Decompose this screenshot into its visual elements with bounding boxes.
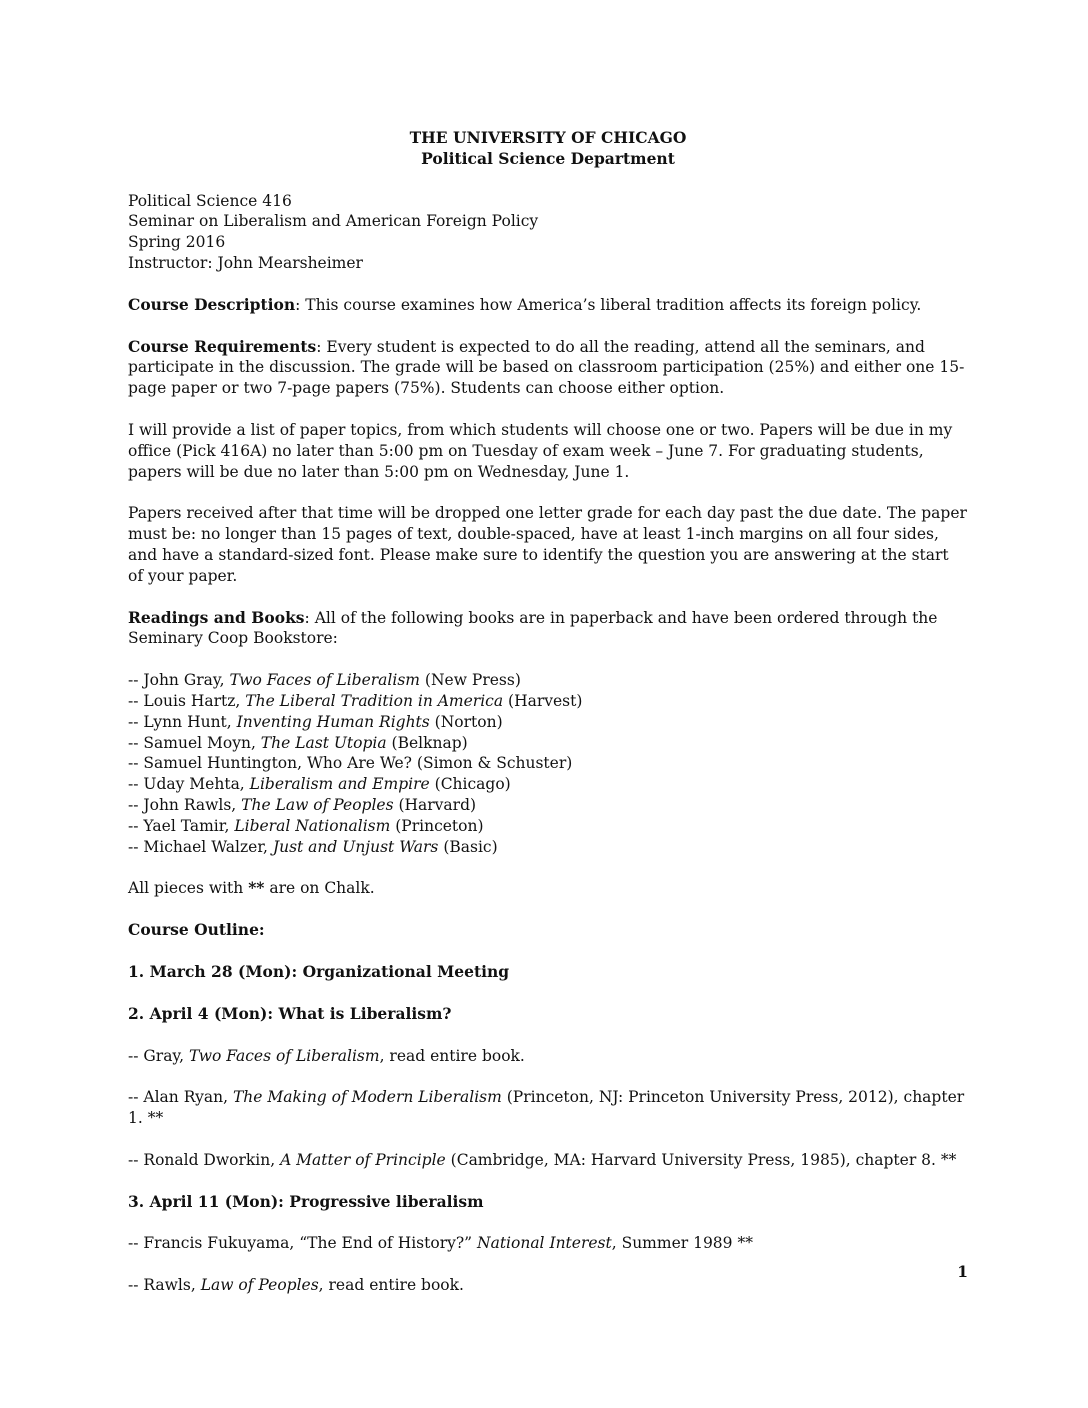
chalk-note: All pieces with ** are on Chalk. <box>128 878 375 898</box>
reading-item: -- Francis Fukuyama, “The End of History?” National Interest, Summer 1989 ** <box>128 1234 753 1253</box>
book-item: -- John Gray, Two Faces of Liberalism (New Press) <box>128 671 521 690</box>
readings-label: Readings and Books <box>128 607 305 627</box>
book-item: -- Lynn Hunt, Inventing Human Rights (Norton) <box>128 712 503 731</box>
book-list <box>128 670 968 857</box>
course-title: Seminar on Liberalism and American Foreign Policy <box>128 212 539 231</box>
book-item: -- Samuel Moyn, The Last Utopia (Belknap) <box>128 733 468 752</box>
course-term: Spring 2016 <box>128 233 226 252</box>
book-item: -- Samuel Huntington, Who Are We? (Simon & Schuster) <box>128 754 573 773</box>
course-requirements <box>128 337 968 399</box>
readings-intro <box>128 608 968 650</box>
late-policy-paragraph: Papers received after that time will be dropped one letter grade for each day past the due date. The paper must be: no longer than 15 pages of text, double-spaced, have at least 1-inch margins on all four sides, and have a standard-sized font. Please make sure to identify the question you are answering at the start of your paper. <box>128 504 967 585</box>
book-item: -- Louis Hartz, The Liberal Tradition in America (Harvest) <box>128 691 583 710</box>
course-requirements-label: Course Requirements <box>128 336 317 356</box>
reading-item: -- Gray, Two Faces of Liberalism, read entire book. <box>128 1046 525 1065</box>
reading-item: -- Alan Ryan, The Making of Modern Liberalism (Princeton, NJ: Princeton University Press, 2012), chapter 1. ** <box>128 1088 965 1128</box>
reading-item: -- Rawls, Law of Peoples, read entire book. <box>128 1276 464 1295</box>
session-heading: 3. April 11 (Mon): Progressive liberalism <box>128 1191 484 1211</box>
session-heading: 2. April 4 (Mon): What is Liberalism? <box>128 1003 452 1023</box>
book-item: -- Uday Mehta, Liberalism and Empire (Chicago) <box>128 775 511 794</box>
book-item: -- Michael Walzer, Just and Unjust Wars (Basic) <box>128 837 498 856</box>
course-description-label: Course Description <box>128 294 296 314</box>
department-title: Political Science Department <box>421 148 675 168</box>
course-description-text: : This course examines how America’s liberal tradition affects its foreign policy. <box>295 295 922 314</box>
course-outline-heading: Course Outline: <box>128 920 265 940</box>
session-heading: 1. March 28 (Mon): Organizational Meeting <box>128 961 510 981</box>
reading-item: -- Ronald Dworkin, A Matter of Principle (Cambridge, MA: Harvard University Press, 1985), chapter 8. ** <box>128 1150 957 1169</box>
book-item: -- John Rawls, The Law of Peoples (Harvard) <box>128 795 477 814</box>
course-number: Political Science 416 <box>128 191 292 210</box>
course-description <box>128 295 968 316</box>
book-item: -- Yael Tamir, Liberal Nationalism (Princeton) <box>128 816 484 835</box>
university-title: THE UNIVERSITY OF CHICAGO <box>409 128 687 147</box>
course-requirements-text: : Every student is expected to do all the reading, attend all the seminars, and participate in the discussion. The grade will be based on classroom participation (25%) and either one 15-page paper or two 7-page papers (75%). Students can choose either option. <box>128 337 965 398</box>
course-instructor: Instructor: John Mearsheimer <box>128 253 363 272</box>
paper-topics-paragraph: I will provide a list of paper topics, from which students will choose one or two. Papers will be due in my office (Pick 416A) no later than 5:00 pm on Tuesday of exam week – June 7. For graduating students, papers will be due no later than 5:00 pm on Wednesday, June 1. <box>128 420 953 481</box>
page-number: 1 <box>957 1262 968 1281</box>
readings-text: : All of the following books are in paperback and have been ordered through the Seminary Coop Bookstore: <box>128 608 938 648</box>
syllabus-body <box>128 128 968 1296</box>
